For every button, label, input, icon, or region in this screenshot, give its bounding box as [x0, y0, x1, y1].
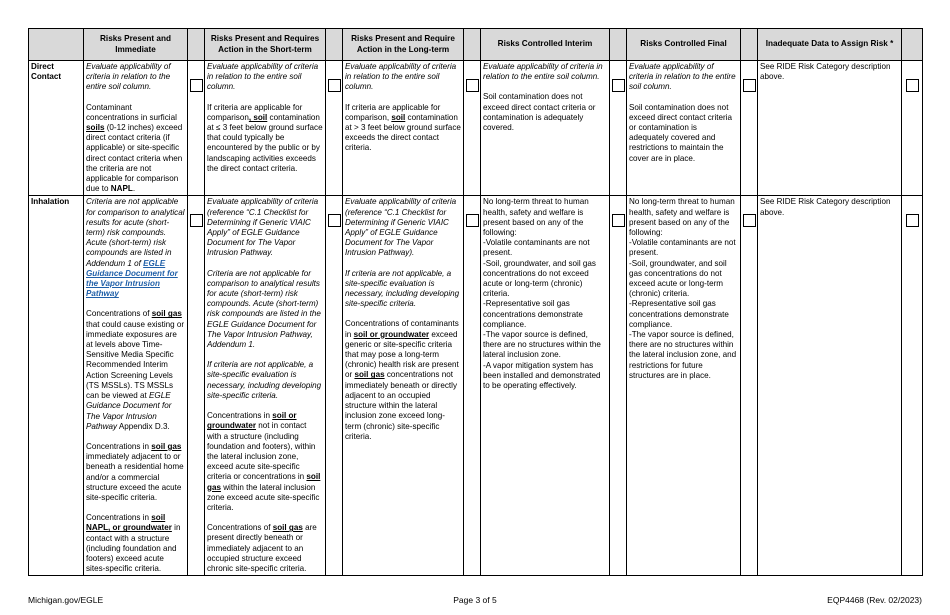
checkbox-inhalation-inadequate[interactable]	[906, 214, 919, 227]
header-checkbox-spacer	[464, 29, 481, 61]
checkbox-direct-contact-short-term[interactable]	[328, 79, 341, 92]
header-checkbox-spacer	[902, 29, 923, 61]
row-label-inhalation: Inhalation	[29, 196, 84, 576]
header-checkbox-spacer	[610, 29, 627, 61]
vapor-intrusion-guidance-link[interactable]: EGLE Guidance Document for the Vapor Intrusion Pathway	[86, 258, 178, 299]
row-inhalation	[29, 196, 923, 576]
checkbox-direct-contact-interim[interactable]	[612, 79, 625, 92]
checkbox-direct-contact-final[interactable]	[743, 79, 756, 92]
direct-contact-interim: Evaluate applicability of criteria in relation to the entire soil column. Soil contamination does not exceed direct contact criteria or contamination is adequately covered.	[481, 61, 610, 196]
checkbox-inhalation-short-term[interactable]	[328, 214, 341, 227]
inhalation-short-term: Evaluate applicability of criteria (reference “C.1 Checklist for Determining if Generic VIAIC Apply” of EGLE Guidance Document for The Vapor Intrusion Pathway. Criteria are not applicable for comparison to analytical results for acute (short-term) risk compounds. Acute (short-term) risk compounds are listed in the EGLE Guidance Document for The Vapor Intrusion Pathway, Addendum 1. If criteria are not applicable, a site-specific evaluation is necessary, including developing site-specific criteria. Concentrations in soil or groundwater not in contact with a structure (including foundation and footers), within the lateral inclusion zone, exceed acute site-specific criteria or concentrations in soil gas within the lateral inclusion zone exceed acute site-specific criteria. Concentrations of soil gas are present directly beneath or immediately adjacent to an occupied structure exceed chronic site-specific criteria.	[205, 196, 326, 576]
header-risks-present-immediate: Risks Present and Immediate	[84, 29, 188, 61]
footer-page-number: Page 3 of 5	[453, 595, 497, 605]
row-label-direct-contact: Direct Contact	[29, 61, 84, 196]
direct-contact-long-term: Evaluate applicability of criteria in relation to the entire soil column. If criteria are applicable for comparison, soil contamination at > 3 feet below ground surface exceeds the direct contact criteria.	[343, 61, 464, 196]
header-row	[29, 29, 923, 61]
header-risks-controlled-final: Risks Controlled Final	[627, 29, 741, 61]
header-risks-controlled-interim: Risks Controlled Interim	[481, 29, 610, 61]
inhalation-inadequate: See RIDE Risk Category description above.	[758, 196, 902, 576]
footer-website: Michigan.gov/EGLE	[28, 595, 104, 605]
checkbox-direct-contact-immediate[interactable]	[190, 79, 203, 92]
direct-contact-final: Evaluate applicability of criteria in relation to the entire soil column. Soil contamination does not exceed direct contact criteria or contamination is adequately covered and restrictions to maintain the cover are in place.	[627, 61, 741, 196]
header-checkbox-spacer	[741, 29, 758, 61]
header-risks-short-term: Risks Present and Requires Action in the Short-term	[205, 29, 326, 61]
checkbox-inhalation-immediate[interactable]	[190, 214, 203, 227]
inhalation-immediate: Criteria are not applicable for comparison to analytical results for acute (short-term) risk compounds. Acute (short-term) risk compounds are listed in Addendum 1 of EGLE Guidance Document for the Vapor Intrusion Pathway Concentrations of soil gas that could cause existing or immediate exposures are at levels above Time-Sensitive Media Specific Recommended Interim Action Screening Levels (TS MSSLs). TS MSSLs can be viewed at EGLE Guidance Document for The Vapor Intrusion Pathway Appendix D.3. Concentrations in soil gas immediately adjacent to or beneath a residential home and/or a commercial structure exceed the acute site-specific criteria. Concentrations in soil NAPL, or groundwater in contact with a structure (including foundation and footers) exceed acute sites-specific criteria.	[84, 196, 188, 576]
checkbox-inhalation-interim[interactable]	[612, 214, 625, 227]
inhalation-final: No long-term threat to human health, safety and welfare is present based on any of the following: -Volatile contaminants are not present. -Soil, groundwater, and soil gas concentrations do not exceed acute or long-term (chronic) criteria. -Representative soil gas concentrations demonstrate compliance. -The vapor source is defined, there are no structures within the lateral inclusion zone, and restrictions for future structures are in place.	[627, 196, 741, 576]
direct-contact-short-term: Evaluate applicability of criteria in relation to the entire soil column. If criteria are applicable for comparison, soil contamination at ≤ 3 feet below ground surface that could typically be encountered by the public or by landscaping activities exceeds the direct contact criteria.	[205, 61, 326, 196]
checkbox-inhalation-final[interactable]	[743, 214, 756, 227]
risk-table	[28, 28, 923, 576]
checkbox-direct-contact-inadequate[interactable]	[906, 79, 919, 92]
header-blank	[29, 29, 84, 61]
direct-contact-inadequate: See RIDE Risk Category description above.	[758, 61, 902, 196]
header-risks-long-term: Risks Present and Require Action in the Long-term	[343, 29, 464, 61]
direct-contact-immediate: Evaluate applicability of criteria in relation to the entire soil column. Contaminant concentrations in surficial soils (0-12 inches) exceed direct contact criteria (if applicable) or site-specific direct contact criteria when the criteria are not applicable for comparison due to NAPL.	[84, 61, 188, 196]
inhalation-interim: No long-term threat to human health, safety and welfare is present based on any of the following: -Volatile contaminants are not present. -Soil, groundwater, and soil gas concentrations do not exceed acute or long-term (chronic) criteria. -Representative soil gas concentrations demonstrate compliance. -The vapor source is defined, there are no structures within the lateral inclusion zone. -A vapor mitigation system has been installed and demonstrated to be operating effectively.	[481, 196, 610, 576]
checkbox-inhalation-long-term[interactable]	[466, 214, 479, 227]
header-inadequate-data: Inadequate Data to Assign Risk *	[758, 29, 902, 61]
checkbox-direct-contact-long-term[interactable]	[466, 79, 479, 92]
header-checkbox-spacer	[326, 29, 343, 61]
row-direct-contact	[29, 61, 923, 196]
inhalation-long-term: Evaluate applicability of criteria (reference “C.1 Checklist for Determining if Generic VIAIC Apply” of EGLE Guidance Document for The Vapor Intrusion Pathway). If criteria are not applicable, a site-specific evaluation is necessary, including developing site-specific criteria. Concentrations of contaminants in soil or groundwater exceed generic or site-specific criteria that may pose a long-term (chronic) health risk are present or soil gas concentrations not immediately beneath or directly adjacent to an occupied structure within the lateral inclusion zone exceed long-term (chronic) site-specific criteria.	[343, 196, 464, 576]
footer-form-number: EQP4468 (Rev. 02/2023)	[827, 595, 922, 605]
header-checkbox-spacer	[188, 29, 205, 61]
